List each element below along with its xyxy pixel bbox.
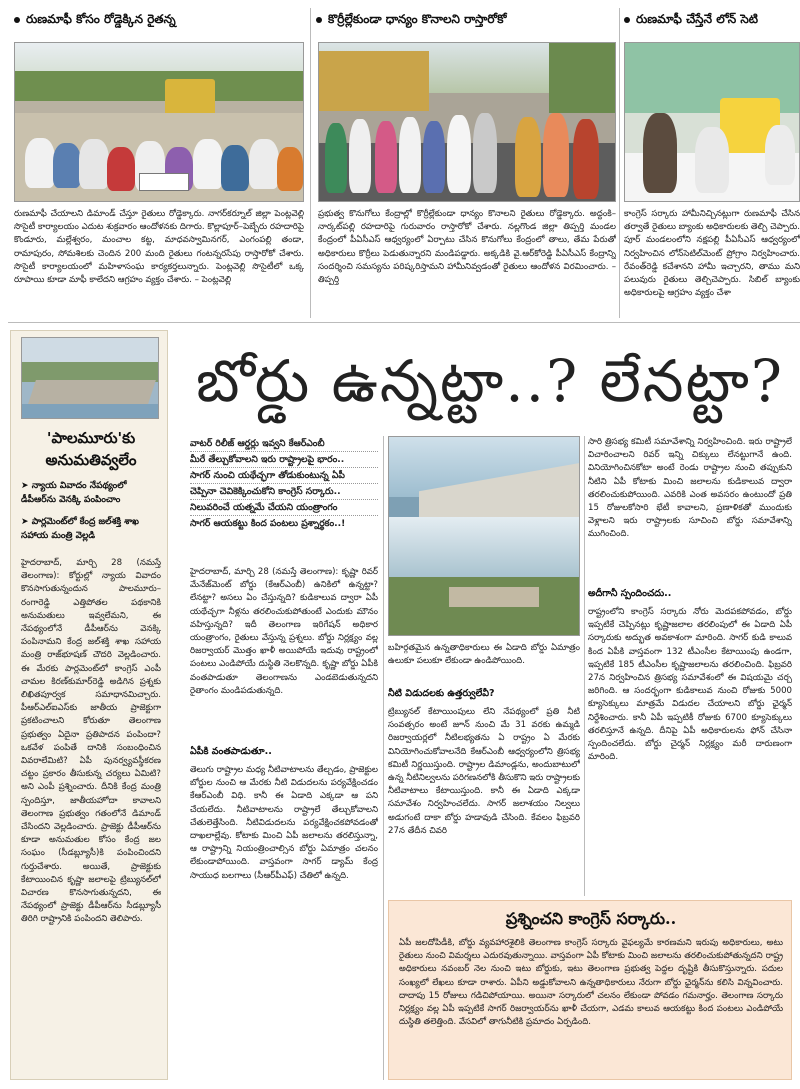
dam-photo	[388, 436, 580, 636]
deck	[190, 436, 378, 560]
main-col3-body: సారి త్రిసభ్య కమిటీ సమావేశాన్ని నిర్వహించింది. ఇరు రాష్ట్రాలే విచారించాలని రివర్ ఇన్ని చిక్కులు లేనట్టుగానే ఉంది. వినియోగించినకోటా అంటే రెండు రాష్ట్రాల నుంచి తప్పుకుని నీటిని ఏపీ కోటాకు మించి జలాలను కుడికాలువ ద్వారా తరలించుకుపోయింది. ఎవరికి ఎంత అవసరం ఉంటుందో ప్రతి 15 రోజులకోసారి భేటీ కావాలని, ప్రణాళికతో ముందుకు వెళ్లాలని ఇరు రాష్ట్రాలకు సూచించి బోర్డు సమావేశాన్ని ముగించింది.	[588, 437, 792, 540]
bullet-icon	[316, 17, 322, 23]
sidebar-bullet-text: న్యాయ వివాదం నేపథ్యంలో డీపీఆర్‌ను వెనక్కి పంపించాం	[21, 481, 127, 505]
sidebar-photo	[21, 337, 159, 419]
bullet-icon	[14, 17, 20, 23]
main-col3-subhead: అదీగానీ స్పందించదు..	[588, 588, 672, 599]
deck-line: సాగర్ ఆయకట్టు కింద పంటలు ప్రశ్నార్థకం..!	[190, 518, 346, 529]
deck-line: వాటర్ రిలీజ్ ఆర్డర్లు ఇవ్వని కేఆర్‌ఎంబీ	[190, 436, 378, 452]
main-col2-body: బహిర్గతమైన ఉన్నతాధికారులు ఈ ఏడాది బోర్డు ఏమాత్రం ఉలుకూ పలుకూ లేకుండా ఉండిపోయింది.	[388, 643, 580, 667]
congress-box	[388, 900, 792, 1080]
story3-headline	[624, 12, 800, 29]
sidebar-title: 'పాలమూరు'కు అనుమతివ్వలేం	[45, 429, 137, 469]
sidebar-bullet-text: పార్లమెంట్‌లో కేంద్ర జల్‌శక్తి శాఖ సహాయ మంత్రి వెల్లడి	[21, 517, 139, 541]
deck-line: చెప్పినా చెవికెక్కించుకోని కాంగ్రెస్ సర్కారు..	[190, 484, 378, 500]
story1-headline	[14, 12, 304, 29]
congress-box-title: ప్రశ్నించని కాంగ్రెస్ సర్కారు..	[505, 909, 677, 928]
sidebar-bullet-2	[21, 515, 161, 543]
story2-body: ప్రభుత్వ కొనుగోలు కేంద్రాల్లో కొర్రీల్లేకుండా ధాన్యం కొనాలని రైతులు రోడ్డెక్కారు. అద్దంకి–నార్కట్‌పల్లి రహదారిపై గురువారం రాస్తారోకో చేశారు. నల్లగొండ జిల్లా తిప్పర్తి మండల కేంద్రంలో పీఏసీఎస్ ఆధ్వర్యంలో ఏర్పాటు చేసిన కొనుగోలు కేంద్రంలో తాలు, తేమ పేరుతో అధికారులు కొర్రీలు పెడుతున్నారని మండిపడ్డారు. అక్కడికి వై.ఆర్‌కోరెడ్డి పీఏసీఎస్ కేంద్రాన్ని సందర్శించి సమస్యను పరిష్కరిస్తామని హామీనివ్వడంతో రైతులు ఆందోళన విరమించారు. – తిప్పర్తి	[318, 209, 616, 286]
main-col1b-body: తెలుగు రాష్ట్రాల మధ్య నీటివాటాలను తేల్చడం, ప్రాజెక్టుల బోర్డుల నుంచి ఆ మేరకు నీటి విడుదలను పర్యవేక్షించడం కేఆర్‌ఎంబీ విధి. కానీ ఈ ఏడాది ఎక్కడా ఆ పని చేయలేదు. నీటివాటాలను రాష్ట్రాలే తేల్చుకోవాలని చేతులెత్తేసింది. నీటివిడుదలను పర్యవేక్షించకపోవడంతో దాఖలాల్లేవు. కోటాకు మించి ఏపీ జలాలను తరలిస్తున్నా, ఆ రాష్ట్రాన్ని నియంత్రించాల్సిన బోర్డు ఏమాత్రం చలనం లేకుండాపోయింది. వాస్తవంగా సాగర్ డ్యామ్ కేంద్ర సాయుధ బలగాలు (సీఆర్‌పీఎఫ్) చేతిలో ఉన్నది.	[190, 765, 378, 881]
story3-photo	[624, 42, 800, 202]
main-col2b-body: ట్రిబ్యునల్ కేటాయింపులు లేని నేపథ్యంలో ప్రతి నీటి సంవత్సరం అంటే జూన్ నుంచి మే 31 వరకు ఉమ్మడి రిజర్వాయర్లలో నీటిలభ్యతను ఏ రాష్ట్రం ఏ మేరకు వినియోగించుకోవాలనేది కేఆర్‌ఎంబీ ఆధ్వర్యంలోని త్రిసభ్య కమిటీ నిర్ణయిస్తుంది. రాష్ట్రాల డిమాండ్లను, అందుబాటులో ఉన్న నీటినిల్వలను పరిగణనలోకి తీసుకొని ఇరు రాష్ట్రాలకు నీటివాటాలు కేటాయిస్తుంది. కానీ ఈ ఏడాది ఎక్కడా సమావేశం నిర్వహించలేదు. సాగర్ జలాశయం నిల్వలు అడుగంటే దాకా బోర్డు హడావుడి చేసింది. కేవలం ఫిబ్రవరి 27న తేదీన చివరి	[388, 707, 580, 836]
main-title: బోర్డు ఉన్నట్టా..? లేనట్టా?	[196, 347, 784, 415]
congress-box-body: ఏపీ జలదోపిడీకి, బోర్డు వ్యవహారశైలికి తెలంగాణ కాంగ్రెస్ సర్కారు వైఫల్యమే కారణమని ఇరుపు అధికారులు, అటు రైతులు నుంచి విమర్శలు ఎదురవుతున్నాయి. వాస్తవంగా ఏపీ కోటాకు మించి జలాలను తరలించుకుపోతున్నదని రాష్ట్ర అధికారులు నవంబర్ నెల నుంచి ఇటు బోర్డుకు, ఇటు తెలంగాణ ప్రభుత్వ పెద్దల దృష్టికి తీసుకొస్తున్నారు. పదుల సంఖ్యలో లేఖలు కూడా రాశారు. ఏపీని అడ్డుకోవాలని ఉన్నతాధికారులు నేరుగా బోర్డు ఛైర్మన్‌ను కలిసి విన్నవించారు. దాదాపు 15 రోజులు గడిచిపోయాయి. అయినా సర్కారులో చలనం లేకుండా పోవడం గమనార్హం. తెలంగాణ సర్కారు నిర్లక్ష్యం వల్ల ఏపీ ఇప్పటికే సాగర్ రిజర్వాయర్‌ను ఖాళీ చేయగా, ఎడమ కాలువ ఆయకట్టు కింద పంటలు ఎండిపోయే దుస్థితి తలెత్తింది. వేసవిలో తాగునీటికి ప్రమాదం ఏర్పడింది.	[399, 938, 783, 1028]
story2-photo	[318, 42, 616, 202]
arrow-bullet-icon: ➤	[21, 481, 32, 491]
story1-photo	[14, 42, 304, 202]
main-col3b-body: రాష్ట్రంలోని కాంగ్రెస్ సర్కారు నోరు మెదపకపోవడం, బోర్డు ఇప్పటికే చెప్పినట్లు కృష్ణాజలాల తరలింపులో ఈ ఏడాది ఏపీ సర్కారుకు అద్భుత అవకాశంగా మారింది. సాగర్ కుడి కాలువ కింద ఏపీకి వాస్తవంగా 132 టీఎంసీల కేటాయింపు ఉండగా, ఇప్పటికే 185 టీఎంసీల కృష్ణాజలాలను తరలించింది. ఫిబ్రవరి 27న నిర్వహించిన త్రిసభ్య సమావేశంలో ఈ విషయమై చర్చ జరిగింది. ఆ సందర్భంగా కుడికాలువ నుంచి రోజుకు 5000 క్యూసెక్కులు మాత్రమే విడుదల చేయాలని బోర్డు ఛైర్మన్ నిర్దేశించారు. కానీ ఏపీ ఇప్పటికీ రోజుకు 6700 క్యూసెక్కులు తరలిస్తూనే ఉన్నది. దీనిపై ఏపీ అధికారులను ఫోన్ చేసినా స్పందించలేదు. బోర్డు చైర్మన్ నిర్లక్ష్యం మరీ దారుణంగా మారింది.	[588, 607, 792, 763]
section-divider	[8, 322, 800, 323]
sidebar	[10, 330, 168, 1080]
story2-headline-text: కొర్రీల్లేకుండా ధాన్యం కొనాలని రాస్తారోకో	[328, 12, 507, 26]
story2-headline	[316, 12, 616, 29]
column-divider	[584, 436, 585, 896]
sidebar-body: హైదరాబాద్, మార్చి 28 (నమస్తే తెలంగాణ): కోర్టుల్లో న్యాయ వివాదం కొనసాగుతున్నందున పాలమూరు–రంగారెడ్డి ఎత్తిపోతల పథకానికి అనుమతులు ఇవ్వలేమని, ఈ నేపథ్యంలోనే డీపీఆర్‌ను వెనక్కి పంపినామని కేంద్ర జల్‌శక్తి శాఖ సహాయ మంత్రి రాజ్‌భూషణ్ చౌదరి వెల్లడించారు. ఈ మేరకు పార్లమెంట్‌లో కాంగ్రెస్ ఎంపీ చామల కిరణ్‌కుమార్‌రెడ్డి అడిగిన ప్రశ్నకు లిఖితపూర్వక సమాధానమిచ్చారు. పీఆర్ఎల్ఐఎస్‌కు జాతీయ ప్రాజెక్టుగా ప్రకటించాలని కోరుతూ తెలంగాణ ప్రభుత్వం ఏదైనా ప్రతిపాదన పంపిందా? ఒకవేళ పంపితే దానికి సంబంధించిన వివరాలేమిటి? ఏపీ పునర్వ్యవస్థీకరణ చట్టం ప్రకారం తీసుకున్న చర్యలు ఏమిటి? అని ఎంపీ ప్రశ్నించారు. దీనికి కేంద్ర మంత్రి స్పందిస్తూ, జాతీయహోదా కావాలని తెలంగాణ ప్రభుత్వం గతంలోనే డిమాండ్ చేసిందని వెల్లడించారు. ప్రాజెక్టు డీపీఆర్‌ను కూడా అనుమతుల కోసం కేంద్ర జల సంఘం (సీడబ్ల్యూసీ)కి పంపించిందని గుర్తుచేశారు. అయితే, ప్రాజెక్టుకు కేటాయించిన కృష్ణా జలాలపై ట్రిబ్యునల్‌లో విచారణ కొనసాగుతున్నదని, ఈ నేపథ్యంలో ప్రాజెక్టు డీపీఆర్‌ను సీడబ్ల్యూసీ తిరిగి రాష్ట్రానికి పంపిందని తెలిపారు.	[21, 558, 161, 925]
deck-line: నిలువరించే యత్నమే చేయని యంత్రాంగం	[190, 500, 378, 516]
story1-headline-text: రుణమాఫీ కోసం రోడ్డెక్కిన రైతన్న	[26, 12, 176, 26]
column-divider	[383, 436, 384, 1080]
sidebar-bullet-1	[21, 479, 161, 507]
story3-body: కాంగ్రెస్ సర్కారు హామీనిచ్చినట్లుగా రుణమాఫీ చేసిన తర్వాతే రైతులు బ్యాంకు అధికారులకు తెల్చి చెప్పారు. పూర్ మండలంలోని నక్షపల్లి పీఏసీఎస్ ఆధ్వర్యంలో నిర్వహించిన లోన్‌సెటిల్‌మెంట్ ప్రోగ్రాం నిర్వహించారు. రేవంత్‌రెడ్డి కచేశానని హామీ ఇచ్చారని, తాము మని పలువురు రైతులు తెల్చిచెప్పారు. సిబిల్ బ్యాంకు అధికారులపై ఆగ్రహం వ్యక్తం చేశా	[624, 209, 800, 299]
main-col1-subhead: ఏపీకి వంతపాడుతూ..	[190, 746, 272, 757]
deck-line: సాగర్ నుంచి యథేచ్ఛగా తోడుకుంటున్న ఏపీ	[190, 468, 378, 484]
main-col2-subhead: నీటి విడుదలకు ఉత్తర్వులేవీ?	[388, 688, 495, 699]
deck-line: మీరే తేల్చుకోవాలని ఇరు రాష్ట్రాలపై భారం..	[190, 452, 378, 468]
story1-body: రుణమాఫీ చేయాలని డిమాండ్ చేస్తూ రైతులు రోడ్డెక్కారు. నాగర్‌కర్నూల్ జిల్లా పెంట్లవెల్లి సొసైటీ కార్యాలయం ఎదుట శుక్రవారం ఆందోళనకు దిగారు. కొల్లాపూర్–పెబ్బేరు రహదారిపై కొండూరు, మల్లేశ్వరం, మంచాల కట్ట, మాధవస్వామినగర్, ఎంగంపల్లి తండా, రామాపురం, సోమశిలకు చెందిన 200 మంది రైతులు గంటన్నరసేపు రాస్తారోకో చేశారు. సొసైటీ కార్యాలయంలో మహిళాసంఘ కార్యకర్తలున్నారు. పెంట్లవెల్లి సొసైటీలో ఒక్క రూపాయి కూడా మాఫీ కాలేదని ఆగ్రహం వ్యక్తం చేశారు. – పెంట్లవెల్లి	[14, 209, 304, 286]
column-divider	[619, 8, 620, 318]
main-col1-body: హైదరాబాద్, మార్చి 28 (నమస్తే తెలంగాణ): కృష్ణా రివర్ మేనేజ్‌మెంట్ బోర్డు (కేఆర్‌ఎంబీ) ఉనికిలో ఉన్నట్టా? లేనట్టా? అసలు ఏం చేస్తున్నది? కుడికాలువ ద్వారా ఏపీ యథేచ్ఛగా నీళ్లను తరలించుకుపోతుంటే ఎందుకు మౌనం వహిస్తున్నది? ఇదీ తెలంగాణ ఇరిగేషన్ అధికార యంత్రాంగం, రైతులు వేస్తున్న ప్రశ్నలు. బోర్డు నిర్లక్ష్యం వల్ల రిజర్వాయర్ మొత్తం ఖాళీ అయిపోయే ఇదువు రాష్ట్రంలో పంటలు ఎండిపోయే దుస్థితి నెలకొన్నది. కృష్ణా బోర్డు ఏపీకి వంతపాడుతూ తెలంగాణను ఎండబెడుతున్నదని రైతాంగం మండిపడుతున్నది.	[190, 567, 378, 696]
arrow-bullet-icon: ➤	[21, 517, 32, 527]
bullet-icon	[624, 17, 630, 23]
column-divider	[310, 8, 311, 318]
story3-headline-text: రుణమాఫీ చేస్తేనే లోన్ సెటి	[636, 12, 759, 26]
